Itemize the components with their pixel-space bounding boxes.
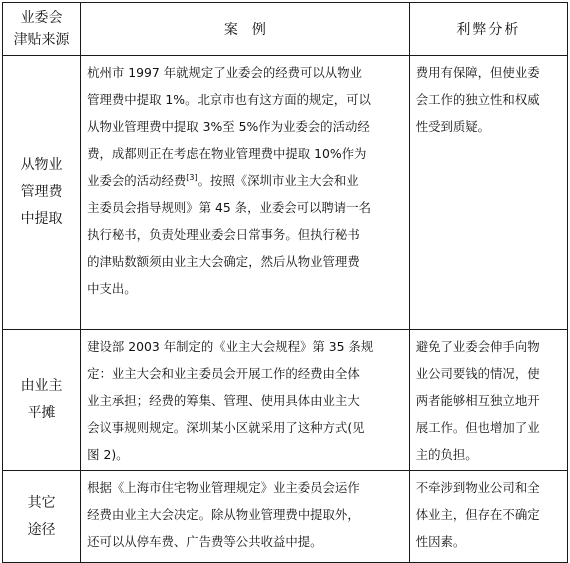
- analysis-line: 不牵涉到物业公司和全: [415, 480, 540, 495]
- analysis-line: 展工作。但也增加了业: [415, 420, 540, 435]
- case-line: 经费由业主大会决定。除从物业管理费中提取外，: [87, 507, 360, 522]
- header-analysis: 利弊分析: [409, 3, 567, 56]
- analysis-line: 会工作的独立性和权威: [415, 92, 540, 107]
- case-line: 业主承担；经费的筹集、管理、使用具体由业主大: [87, 393, 360, 408]
- header-case-label: 案例: [223, 22, 280, 38]
- case-line: 杭州市 1997 年就规定了业委会的经费可以从物业: [87, 65, 362, 80]
- source-line: 中提取: [20, 211, 63, 227]
- case-text: 。按照《深圳市业主大会和业: [197, 173, 359, 188]
- source-line: 其它: [27, 494, 56, 511]
- header-source-line1: 业委会: [20, 10, 63, 26]
- case-text: 业委会的活动经费: [87, 173, 187, 188]
- case-line: 费，成都则正在考虑在物业管理费中提取 10%作为: [87, 146, 367, 161]
- analysis-line: 体业主，但存在不确定: [415, 507, 540, 522]
- analysis-cell: [409, 56, 567, 330]
- source-line: 平摊: [27, 405, 56, 421]
- case-line: 中支出。: [87, 281, 137, 296]
- source-line: 从物业: [20, 157, 63, 173]
- analysis-cell: [409, 471, 567, 563]
- case-cell: [81, 471, 410, 563]
- table-row: [3, 56, 568, 330]
- table-row: [3, 330, 568, 471]
- analysis-line: 业公司要钱的情况，使: [415, 366, 540, 381]
- case-line: 定：业主大会和业主委员会开展工作的经费由全体: [87, 366, 360, 381]
- case-line: 主委员会指导规则》第 45 条，业委会可以聘请一名: [87, 200, 371, 215]
- case-line: 图 2)。: [87, 447, 129, 462]
- case-line: 还可以从停车费、广告费等公共收益中提。: [87, 534, 323, 549]
- source-cell: [3, 471, 81, 563]
- funding-source-table: [2, 2, 568, 563]
- case-cell: [81, 56, 410, 330]
- case-line: 从物业管理费中提取 3%至 5%作为业委会的活动经: [87, 119, 370, 134]
- footnote-ref: [3]: [186, 172, 198, 182]
- table-header-row: [3, 3, 568, 56]
- analysis-line: 避免了业委会伸手向物: [415, 339, 540, 354]
- case-line: 建设部 2003 年制定的《业主大会规程》第 35 条规: [87, 339, 374, 354]
- case-line: 根据《上海市住宅物业管理规定》业主委员会运作: [87, 480, 360, 495]
- analysis-line: 性受到质疑。: [415, 119, 491, 134]
- source-cell: [3, 330, 81, 471]
- source-line: 管理费: [20, 184, 63, 200]
- source-cell: [3, 56, 81, 330]
- case-line: 会议事规则规定。深圳某小区就采用了这种方式(见: [87, 420, 365, 435]
- case-line-with-footnote: [87, 167, 403, 194]
- table-row: [3, 471, 568, 563]
- case-cell: [81, 330, 410, 471]
- case-line: 执行秘书，负责处理业委会日常事务。但执行秘书: [87, 227, 360, 242]
- header-source-line2: 津贴来源: [13, 32, 70, 48]
- header-case: [81, 3, 410, 56]
- source-line: 途径: [27, 521, 56, 538]
- case-line: 的津贴数额须由业主大会确定，然后从物业管理费: [87, 254, 360, 269]
- header-source: [3, 3, 81, 56]
- analysis-line: 性因素。: [415, 534, 466, 549]
- analysis-line: 两者能够相互独立地开: [415, 393, 540, 408]
- source-line: 由业主: [20, 378, 63, 394]
- analysis-cell: [409, 330, 567, 471]
- analysis-line: 费用有保障，但使业委: [415, 65, 540, 80]
- analysis-line: 主的负担。: [415, 447, 478, 462]
- case-line: 管理费中提取 1%。北京市也有这方面的规定，可以: [87, 92, 371, 107]
